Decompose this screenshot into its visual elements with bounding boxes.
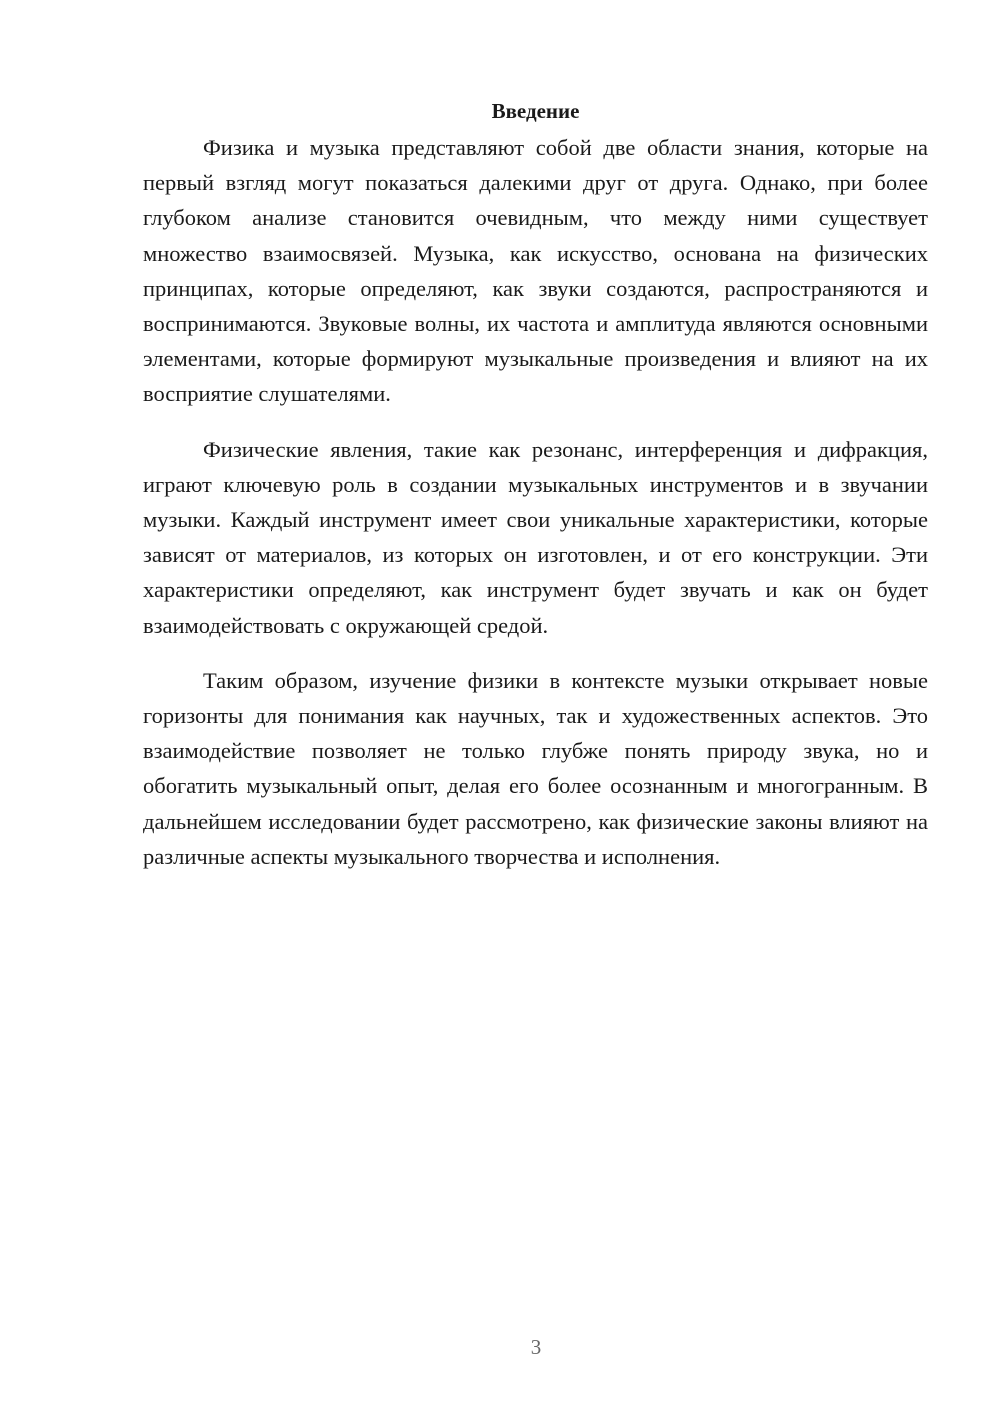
paragraph-2: Физические явления, такие как резонанс, интерференция и дифракция, играют ключевую роль в создании музыкальных инструментов и в звучании музыки. Каждый инструмент имеет свои уникальные характеристики, которые зависят от материалов, из которых он изготовлен, и от его конструкции. Эти характеристики определяют, как инструмент будет звучать и как он будет взаимодействовать с окружающей средой. (143, 436, 928, 638)
paragraph-3: Таким образом, изучение физики в контексте музыки открывает новые горизонты для понимания как научных, так и художественных аспектов. Это взаимодействие позволяет не только глубже понять природу звука, но и обогатить музыкальный опыт, делая его более осознанным и многогранным. В дальнейшем исследовании будет рассмотрено, как физические законы влияют на различные аспекты музыкального творчества и исполнения. (143, 667, 928, 869)
page-number: 3 (530, 1335, 542, 1359)
section-title: Введение (491, 99, 580, 123)
page-content (143, 96, 928, 894)
paragraph-1: Физика и музыка представляют собой две области знания, которые на первый взгляд могут показаться далекими друг от друга. Однако, при более глубоком анализе становится очевидным, что между ними существует множество взаимосвязей. Музыка, как искусство, основана на физических принципах, которые определяют, как звуки создаются, распространяются и воспринимаются. Звуковые волны, их частота и амплитуда являются основными элементами, которые формируют музыкальные произведения и влияют на их восприятие слушателями. (143, 135, 928, 407)
